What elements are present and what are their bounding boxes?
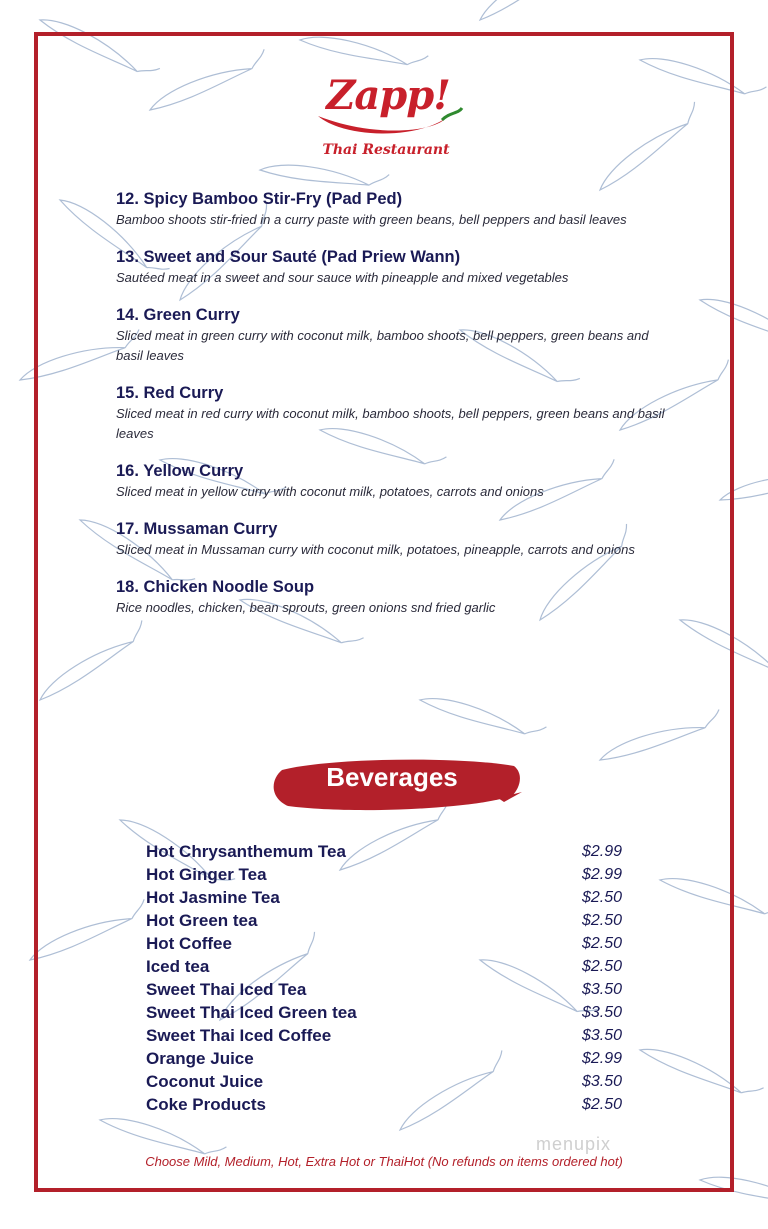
menu-item-description: Rice noodles, chicken, bean sprouts, green onions snd fried garlic [116,600,496,615]
beverage-row [146,932,626,955]
beverage-row [146,1093,626,1116]
chili-logo-icon [314,102,464,142]
menu-items-list [116,188,676,634]
menu-item-name: 17. Mussaman Curry [116,520,278,538]
beverage-name: Hot Chrysanthemum Tea [146,842,346,861]
beverage-row [146,955,626,978]
menu-item-description: Bamboo shoots stir-fried in a curry paste with green beans, bell peppers and basil leaves [116,212,627,227]
beverages-banner [268,752,524,818]
menu-item-description: Sliced meat in green curry with coconut milk, bamboo shoots, bell peppers, green beans and basil leaves [116,328,649,363]
beverage-row [146,1001,626,1024]
beverage-name: Hot Coffee [146,934,232,953]
beverages-title: Beverages [326,762,458,792]
menu-item-name: 14. Green Curry [116,306,240,324]
beverage-name: Sweet Thai Iced Coffee [146,1026,332,1045]
menu-item-description: Sliced meat in yellow curry with coconut milk, potatoes, carrots and onions [116,484,544,499]
beverage-name: Sweet Thai Iced Tea [146,980,307,999]
beverage-price: $2.50 [581,889,622,906]
menu-item-name: 12. Spicy Bamboo Stir-Fry (Pad Ped) [116,190,403,208]
menu-item [116,460,676,502]
menu-item [116,576,676,618]
beverage-row [146,840,626,863]
beverage-price: $2.50 [581,935,622,952]
beverage-name: Hot Ginger Tea [146,865,267,884]
beverage-name: Iced tea [146,957,210,976]
beverage-row [146,1024,626,1047]
beverage-name: Orange Juice [146,1049,254,1068]
spice-level-footnote: Choose Mild, Medium, Hot, Extra Hot or ThaiHot (No refunds on items ordered hot) [145,1154,623,1169]
beverage-price: $2.50 [581,912,622,929]
beverage-price: $3.50 [581,1004,622,1021]
beverage-price: $2.99 [581,843,622,860]
beverage-price: $3.50 [581,1073,622,1090]
menu-item [116,304,676,366]
beverage-name: Sweet Thai Iced Green tea [146,1003,357,1022]
beverage-price: $3.50 [581,1027,622,1044]
menu-item-name: 18. Chicken Noodle Soup [116,578,315,596]
menu-item-description: Sliced meat in red curry with coconut milk, bamboo shoots, bell peppers, green beans and basil leaves [116,406,665,441]
beverage-price: $2.99 [581,866,622,883]
menu-item [116,382,676,444]
menu-item [116,518,676,560]
beverage-row [146,909,626,932]
menu-item [116,246,676,288]
menu-item [116,188,676,230]
beverage-price: $2.50 [581,958,622,975]
beverage-row [146,1047,626,1070]
beverage-row [146,978,626,1001]
beverage-name: Coke Products [146,1095,266,1114]
menu-item-name: 13. Sweet and Sour Sauté (Pad Priew Wann) [116,248,461,266]
menu-item-description: Sautéed meat in a sweet and sour sauce with pineapple and mixed vegetables [116,270,569,285]
beverage-price: $2.50 [581,1096,622,1113]
beverage-row [146,863,626,886]
beverage-name: Hot Jasmine Tea [146,888,280,907]
restaurant-logo [306,72,466,168]
beverage-price: $3.50 [581,981,622,998]
beverage-price: $2.99 [581,1050,622,1067]
logo-name: Zapp! [326,72,450,119]
menu-item-name: 16. Yellow Curry [116,462,244,480]
logo-subtitle: Thai Restaurant [322,142,450,158]
beverages-list [146,840,626,1116]
menupix-watermark: menupix [536,1134,612,1154]
beverage-name: Hot Green tea [146,911,258,930]
beverage-name: Coconut Juice [146,1072,264,1091]
beverage-row [146,1070,626,1093]
beverage-row [146,886,626,909]
menu-item-name: 15. Red Curry [116,384,224,402]
menu-item-description: Sliced meat in Mussaman curry with coconut milk, potatoes, pineapple, carrots and onions [116,542,635,557]
